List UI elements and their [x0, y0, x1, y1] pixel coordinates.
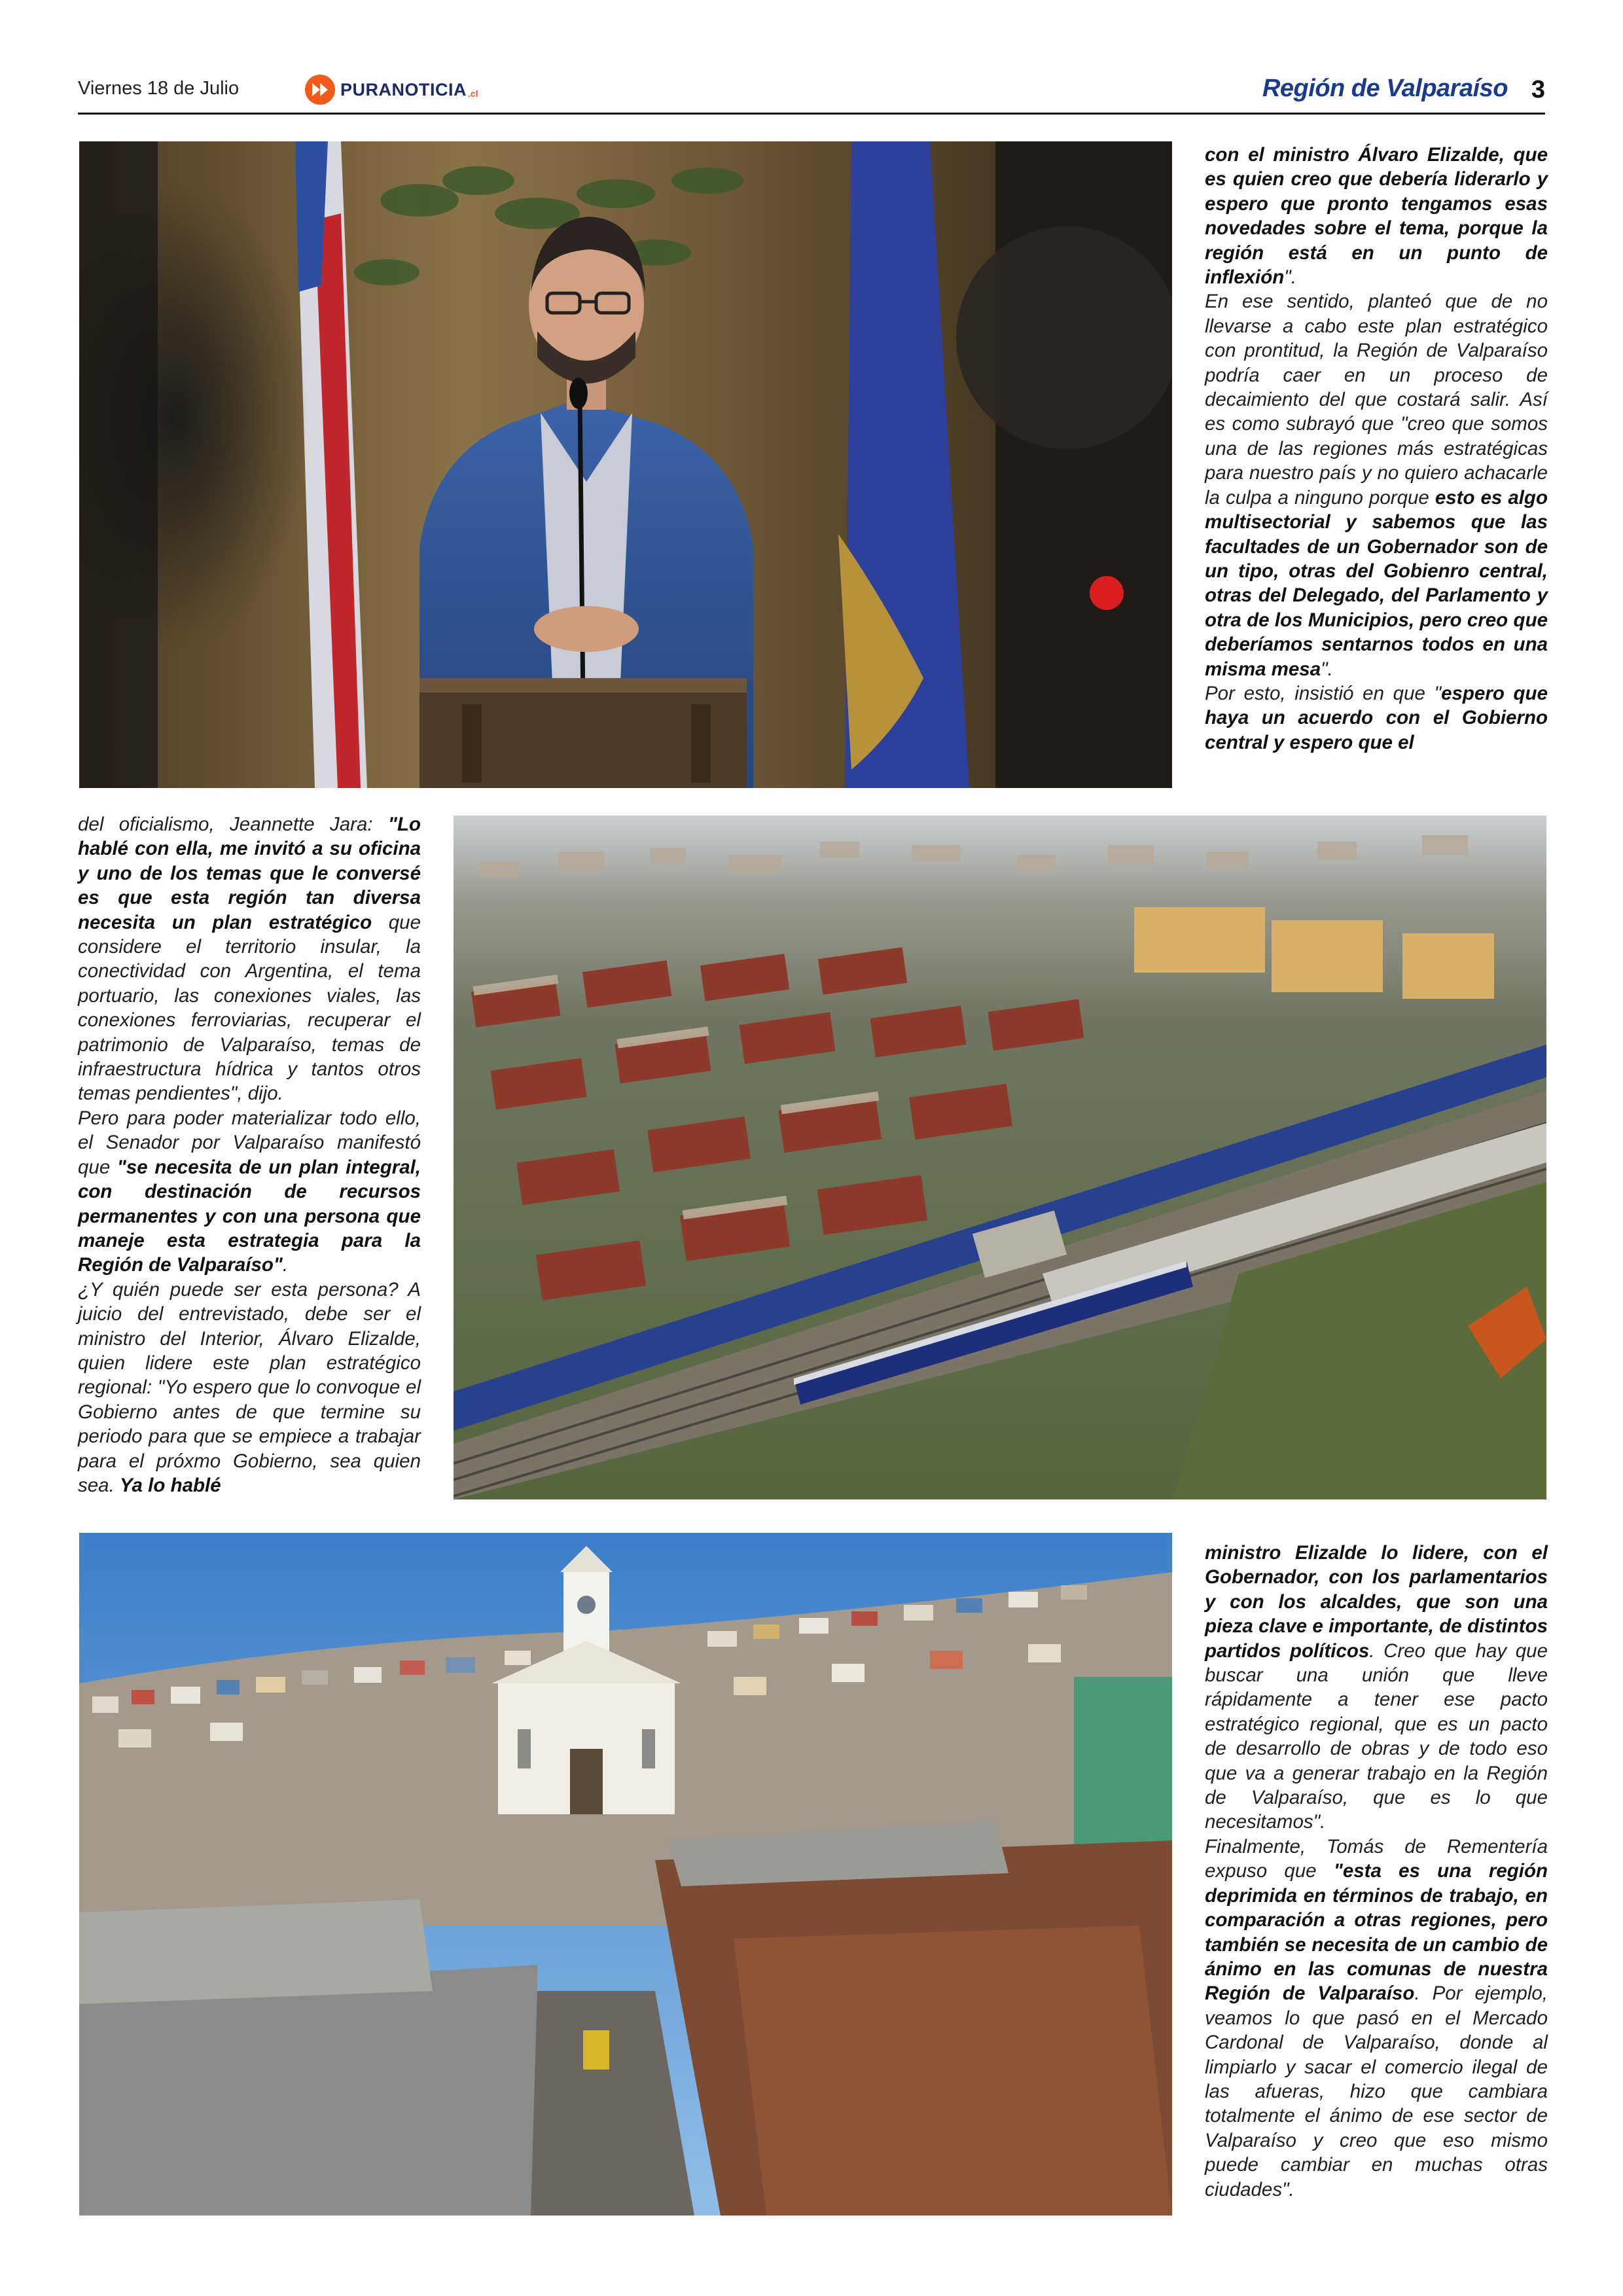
text-run: Pero para poder materializar todo ello, el Senador por Valparaíso manifestó que — [78, 1107, 421, 1178]
text-run: . Creo que hay que buscar una unión que lleve rápidamente a tener ese pacto estratégico regional, que es un pacto de desarrollo de obras y de todo eso que va a generar trabajo en la Región de Valparaíso, que es lo que necesitamos". — [1205, 1640, 1548, 1833]
quote-bold: "Lo hablé con ella, me invitó a su oficina y uno de los temas que le conversé es que esta región tan diversa necesita un plan estratégico — [78, 814, 421, 933]
text-run: que considere el territorio insular, la conectividad con Argentina, el tema portuario, las conexiones viales, las conexiones ferroviarias, recuperar el patrimonio de Valparaíso, temas de infraestructura hídrica y tantos otros temas pendientes", dijo. — [78, 911, 421, 1105]
article-column-bottom-right — [1205, 1541, 1548, 2202]
quote-bold: ministro Elizalde lo lidere, con el Gobernador, con los parlamentarios y con los alcaldes, que son una pieza clave e importante, de distintos partidos políticos — [1205, 1542, 1548, 1662]
text-run: del oficialismo, Jeannette Jara: — [78, 814, 388, 835]
issue-date: Viernes 18 de Julio — [78, 78, 240, 99]
paragraph — [1205, 681, 1548, 755]
paragraph — [78, 812, 421, 1106]
text-run: Finalmente, Tomás de Rementería expuso que — [1205, 1835, 1548, 1882]
paragraph — [1205, 143, 1548, 289]
text-run: En ese sentido, planteó que de no llevarse a cabo este plan estratégico con prontitud, la Región de Valparaíso podría caer en un proceso de decaimiento del que costará salir. Así es como subrayó que "creo que somos una de las regiones más estratégicas para nuestro país y no quiero achacarle la culpa a ninguno porque — [1205, 291, 1548, 509]
section-title: Región de Valparaíso — [1262, 75, 1508, 102]
page-number: 3 — [1531, 76, 1545, 103]
play-arrows-icon — [305, 75, 335, 105]
paragraph — [78, 1106, 421, 1278]
text-run: . Por ejemplo, veamos lo que pasó en el Mercado Cardonal de Valparaíso, donde al limpiarlo y sacar el comercio ilegal de las afueras, hizo que cambiara totalmente el ánimo de ese sector de Valparaíso y creo que eso mismo puede cambiar en muchas otras ciudades". — [1205, 1982, 1548, 2200]
logo-suffix: .cl — [468, 88, 478, 99]
paragraph — [1205, 1835, 1548, 2202]
paragraph — [78, 1278, 421, 1498]
text-run: Por esto, insistió en que " — [1205, 682, 1442, 704]
city-church-photo — [79, 1533, 1172, 2215]
quote-bold: "esta es una región deprimida en términos de trabajo, en comparación a otras regiones, pero también se necesita de un cambio de ánimo en las comunas de nuestra Región de Valparaíso — [1205, 1860, 1548, 2005]
article-column-top-right — [1205, 143, 1548, 755]
header-divider — [78, 113, 1545, 115]
puranoticia-logo[interactable] — [305, 75, 478, 105]
logo-text: PURANOTICIA — [340, 79, 467, 99]
text-run: . — [282, 1254, 289, 1276]
quote-bold: esto es algo multisectorial y sabemos que las facultades de un Gobernador son de un tipo, otras del Gobienro central, otras del Delegado, del Parlamento y otra de los Municipios, pero creo que deberíamos sentarnos todos en una misma mesa — [1205, 486, 1548, 680]
quote-bold: Ya lo hablé — [119, 1474, 221, 1496]
quote-bold: con el ministro Álvaro Elizalde, que es quien creo que debería liderarlo y espero que pronto tengamos esas novedades sobre el tema, porque la región está en un punto de inflexión — [1205, 144, 1548, 289]
paragraph — [1205, 289, 1548, 681]
quote-bold: "se necesita de un plan integral, con destinación de recursos permanentes y con una persona que maneje esta estrategia para la Región de Valparaíso" — [78, 1156, 421, 1276]
speaker-photo — [79, 141, 1172, 788]
quote-bold: espero que haya un acuerdo con el Gobierno central y espero que el — [1205, 682, 1548, 753]
text-run: ". — [1284, 266, 1296, 289]
paragraph — [1205, 1541, 1548, 1835]
aerial-train-photo — [454, 816, 1546, 1499]
text-run: ¿Y quién puede ser esta persona? A juicio del entrevistado, debe ser el ministro del Interior, Álvaro Elizalde, quien lidere este plan estratégico regional: "Yo espero que lo convoque el Gobierno antes de que termine su periodo para que se empiece a trabajar para el próxmo Gobierno, sea quien sea. — [78, 1278, 421, 1496]
article-column-middle-left — [78, 812, 421, 1498]
text-run: ". — [1321, 658, 1333, 680]
